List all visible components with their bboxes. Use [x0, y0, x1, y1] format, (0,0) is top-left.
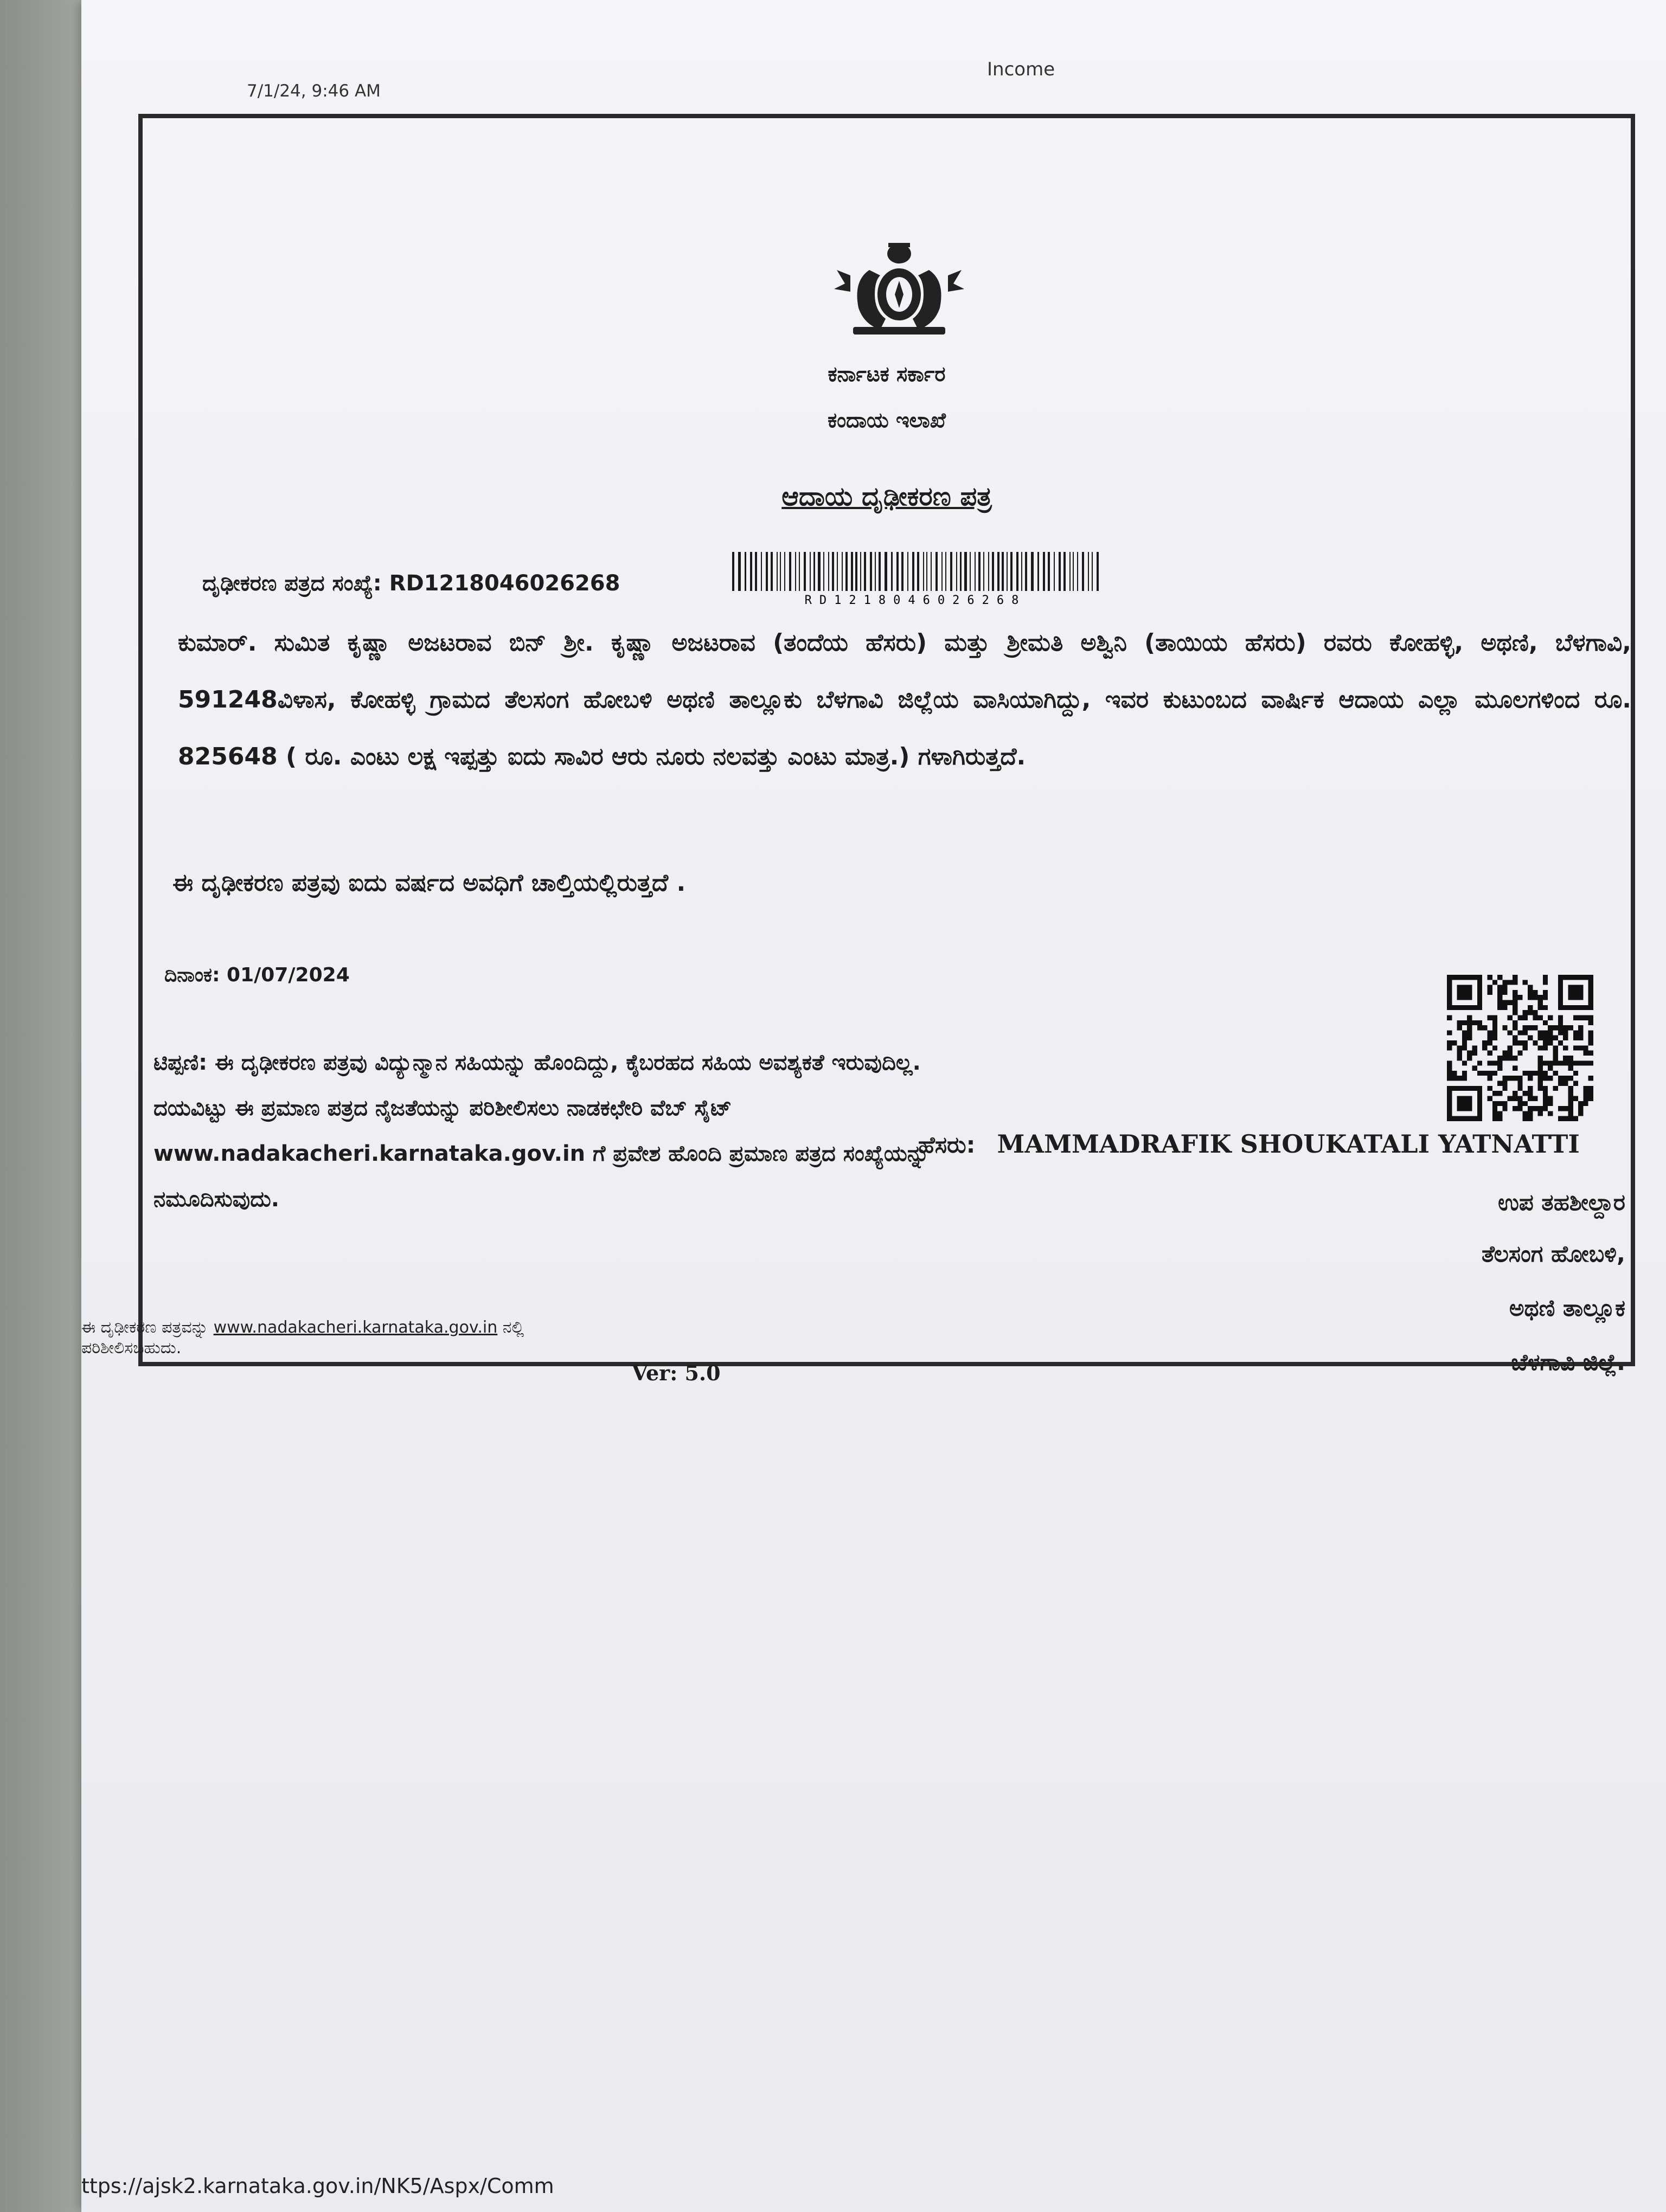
signatory-hobli: ತೆಲಸಂಗ ಹೋಬಳಿ,: [1481, 1240, 1625, 1267]
verify-prefix: ಈ ದೃಢೀಕರಣ ಪತ್ರವನ್ನು: [81, 1318, 209, 1337]
department-name: ಕಂದಾಯ ಇಲಾಖೆ: [828, 408, 946, 432]
barcode-text: RD1218046026268: [804, 594, 1027, 606]
print-title: Income: [987, 59, 1055, 80]
print-footer-url: ttps://ajsk2.karnataka.gov.in/NK5/Aspx/Comm: [81, 2174, 554, 2198]
signatory-designation: ಉಪ ತಹಶೀಲ್ದಾರ: [1498, 1189, 1625, 1216]
state-emblem-icon: [831, 237, 967, 340]
signatory-taluk: ಅಥಣಿ ತಾಲ್ಲೂಕ: [1509, 1295, 1625, 1321]
signatory-name-line: [918, 1129, 1580, 1159]
signatory-name: MAMMADRAFIK SHOUKATALI YATNATTI: [997, 1129, 1580, 1159]
verify-suffix: ನಲ್ಲಿ ಪರಿಶೀಲಿಸಬಹುದು.: [81, 1318, 524, 1358]
signatory-name-label: ಹೆಸರು:: [918, 1131, 976, 1158]
note-verification: ದಯವಿಟ್ಟು ಈ ಪ್ರಮಾಣ ಪತ್ರದ ನೈಜತೆಯನ್ನು ಪರಿಶೀಲಿಸಲು ನಾಡಕಛೇರಿ ವೆಬ್ ಸೈಟ್ www.nadakacheri.karnataka.gov.in ಗೆ ಪ್ರವೇಶ ಹೊಂದಿ ಪ್ರಮಾಣ ಪತ್ರದ ಸಂಖ್ಯೆಯನ್ನು ನಮೂದಿಸುವುದು.: [153, 1096, 930, 1212]
print-date-time: 7/1/24, 9:46 AM: [247, 81, 381, 101]
qr-code-icon: [1444, 975, 1596, 1121]
issue-date: ದಿನಾಂಕ: 01/07/2024: [164, 964, 350, 986]
validity-statement: ಈ ದೃಢೀಕರಣ ಪತ್ರವು ಐದು ವರ್ಷದ ಅವಧಿಗೆ ಚಾಲ್ತಿಯಲ್ಲಿರುತ್ತದೆ .: [172, 869, 686, 897]
version-label: Ver: 5.0: [632, 1361, 721, 1385]
note-digital-signature: ಟಿಪ್ಪಣಿ: ಈ ದೃಢೀಕರಣ ಪತ್ರವು ವಿದ್ಯುನ್ಮಾನ ಸಹಿಯನ್ನು ಹೊಂದಿದ್ದು, ಕೈಬರಹದ ಸಹಿಯ ಅವಶ್ಯಕತೆ ಇರುವುದಿಲ್ಲ.: [153, 1050, 921, 1075]
government-name: ಕರ್ನಾಟಕ ಸರ್ಕಾರ: [828, 362, 946, 386]
barcode-icon: [731, 552, 1100, 606]
signatory-district: ಬೆಳಗಾವಿ ಜಿಲ್ಲೆ.: [1511, 1349, 1625, 1375]
paper-sheet: [81, 0, 1666, 2212]
certificate-body: ಕುಮಾರ್. ಸುಮಿತ ಕೃಷ್ಣಾ ಅಜಟರಾವ ಬಿನ್ ಶ್ರೀ. ಕೃಷ್ಣಾ ಅಜಟರಾವ (ತಂದೆಯ ಹೆಸರು) ಮತ್ತು ಶ್ರೀಮತಿ ಅಶ್ವಿನಿ (ತಾಯಿಯ ಹೆಸರು) ರವರು ಕೋಹಳ್ಳಿ, ಅಥಣಿ, ಬೆಳಗಾವಿ, 591248ವಿಳಾಸ, ಕೋಹಳ್ಳಿ ಗ್ರಾಮದ ತೆಲಸಂಗ ಹೋಬಳಿ ಅಥಣಿ ತಾಲ್ಲೂಕು ಬೆಳಗಾವಿ ಜಿಲ್ಲೆಯ ವಾಸಿಯಾಗಿದ್ದು, ಇವರ ಕುಟುಂಬದ ವಾರ್ಷಿಕ ಆದಾಯ ಎಲ್ಲಾ ಮೂಲಗಳಿಂದ ರೂ. 825648 ( ರೂ. ಎಂಟು ಲಕ್ಷ ಇಪ್ಪತ್ತು ಐದು ಸಾವಿರ ಆರು ನೂರು ನಲವತ್ತು ಎಂಟು ಮಾತ್ರ.) ಗಳಾಗಿರುತ್ತದೆ.: [178, 629, 1631, 770]
verify-url-link[interactable]: www.nadakacheri.karnataka.gov.in: [213, 1318, 498, 1337]
certificate-notes: [153, 1040, 940, 1222]
certificate-title: ಆದಾಯ ದೃಢೀಕರಣ ಪತ್ರ: [781, 481, 992, 512]
certificate-number: ದೃಢೀಕರಣ ಪತ್ರದ ಸಂಖ್ಯೆ: RD1218046026268: [202, 571, 620, 596]
verification-footer: [81, 1317, 624, 1359]
